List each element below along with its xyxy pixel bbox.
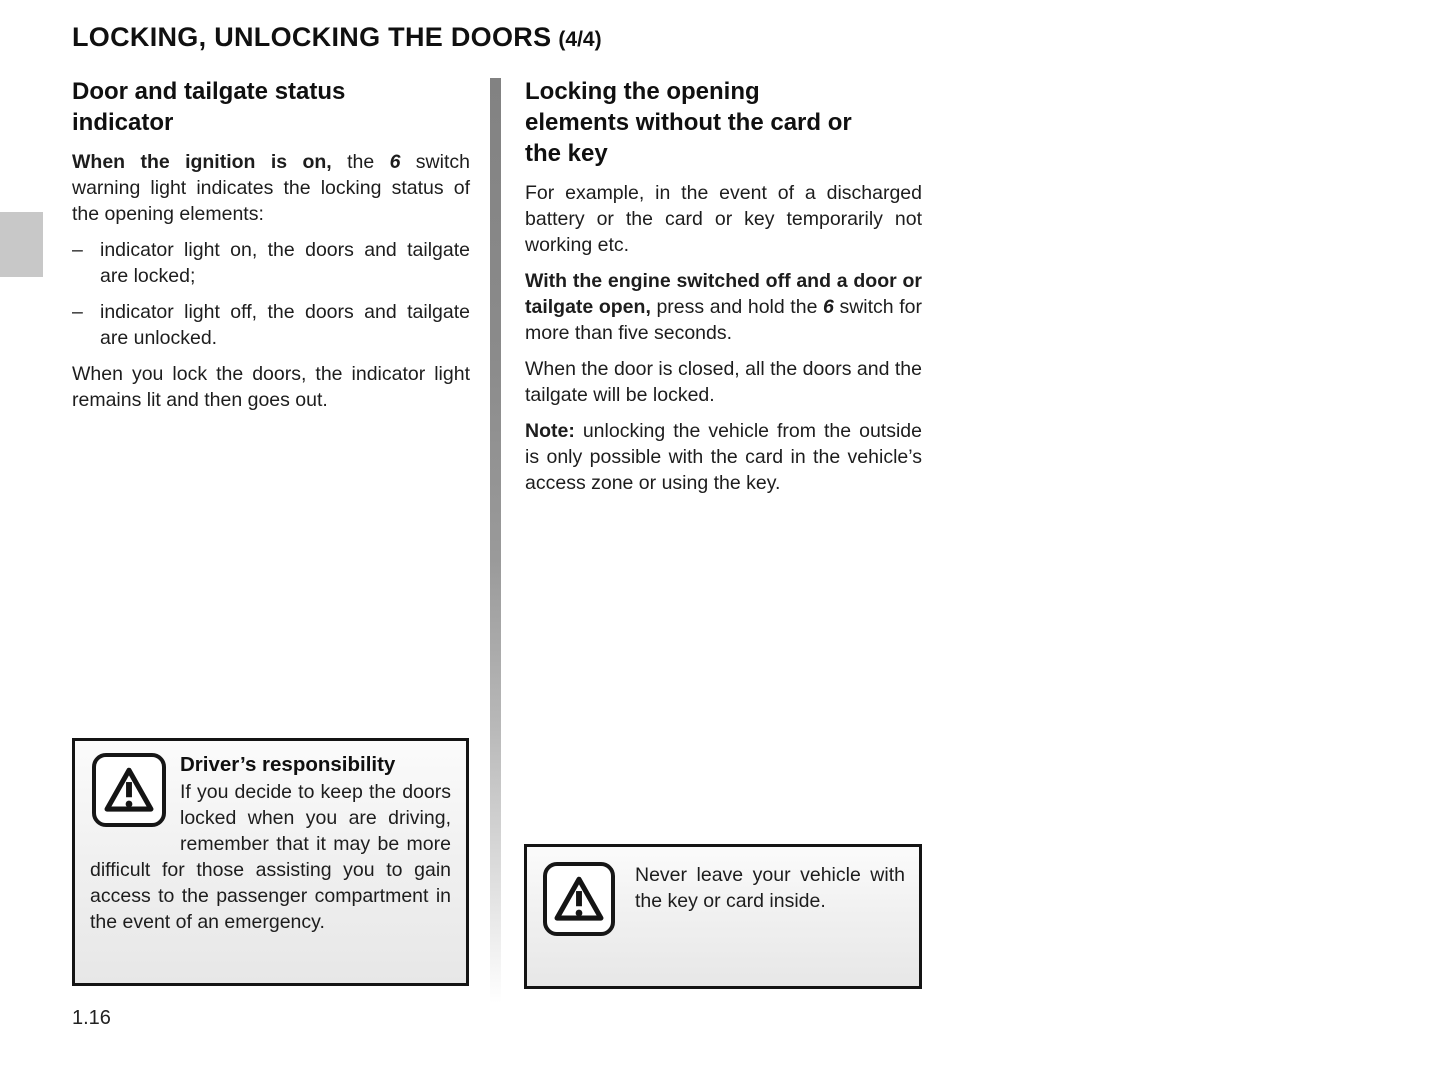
warning-box-drivers-responsibility: [72, 738, 469, 986]
left-heading-line-1: Door and tailgate status: [72, 78, 346, 105]
bullet-text: indicator light off, the doors and tailgate are unlocked.: [100, 301, 470, 349]
text-run: unlocking the vehicle from the outside is only possible with the card in the vehicle’s access zone or using the key.: [525, 420, 922, 494]
bullet-dash: –: [72, 301, 83, 323]
column-divider: [490, 78, 501, 1003]
bullet-item-unlocked: [72, 299, 470, 351]
page-title-text: LOCKING, UNLOCKING THE DOORS: [72, 22, 552, 52]
note-label: Note:: [525, 420, 575, 442]
warning-triangle-icon: [543, 862, 615, 936]
warning-box-title: Driver’s responsibility: [180, 753, 396, 776]
warning-triangle-icon: [92, 753, 166, 827]
warning-box-body: Never leave your vehicle with the key or card inside.: [635, 864, 905, 912]
text-run: press and hold the: [650, 296, 824, 318]
bullet-text: indicator light on, the doors and tailgate are locked;: [100, 239, 470, 287]
left-section-heading: [72, 76, 470, 138]
right-column: [525, 76, 922, 506]
text-run: switch warning light indicates the locking status of the opening elements:: [72, 151, 470, 225]
bold-run: With the engine switched off and a door or tailgate open,: [525, 270, 922, 318]
right-heading-line-1: Locking the opening: [525, 78, 760, 105]
paragraph-ignition-on: [72, 149, 470, 227]
page-title: [72, 22, 602, 53]
paragraph-example: For example, in the event of a discharged battery or the card or key temporarily not working etc.: [525, 182, 922, 256]
paragraph-lock-indicator: When you lock the doors, the indicator light remains lit and then goes out.: [72, 363, 470, 411]
bullet-item-locked: [72, 237, 470, 289]
left-column: [72, 76, 470, 423]
chapter-tab-marker: [0, 212, 43, 277]
text-run: switch for more than five seconds.: [525, 296, 922, 344]
text-run: the: [331, 151, 390, 173]
switch-number-ref: 6: [389, 151, 401, 173]
bullet-dash: –: [72, 239, 83, 261]
switch-number-ref: 6: [823, 296, 834, 318]
right-heading-line-3: the key: [525, 140, 608, 167]
paragraph-note: [525, 418, 922, 496]
warning-box-never-leave-vehicle: [524, 844, 922, 989]
page-title-suffix: (4/4): [558, 28, 602, 51]
right-heading-line-2: elements without the card or: [525, 109, 852, 136]
page-number: 1.16: [72, 1007, 111, 1029]
paragraph-door-closed: When the door is closed, all the doors and the tailgate will be locked.: [525, 358, 922, 406]
warning-box-body: If you decide to keep the doors locked when you are driving, remember that it may be more difficult for those assisting you to gain access to the passenger compartment in the event of an emergency.: [90, 781, 451, 933]
right-section-heading: [525, 76, 922, 169]
bold-run: When the ignition is on,: [72, 151, 332, 173]
left-heading-line-2: indicator: [72, 109, 174, 136]
paragraph-engine-off: [525, 268, 922, 346]
